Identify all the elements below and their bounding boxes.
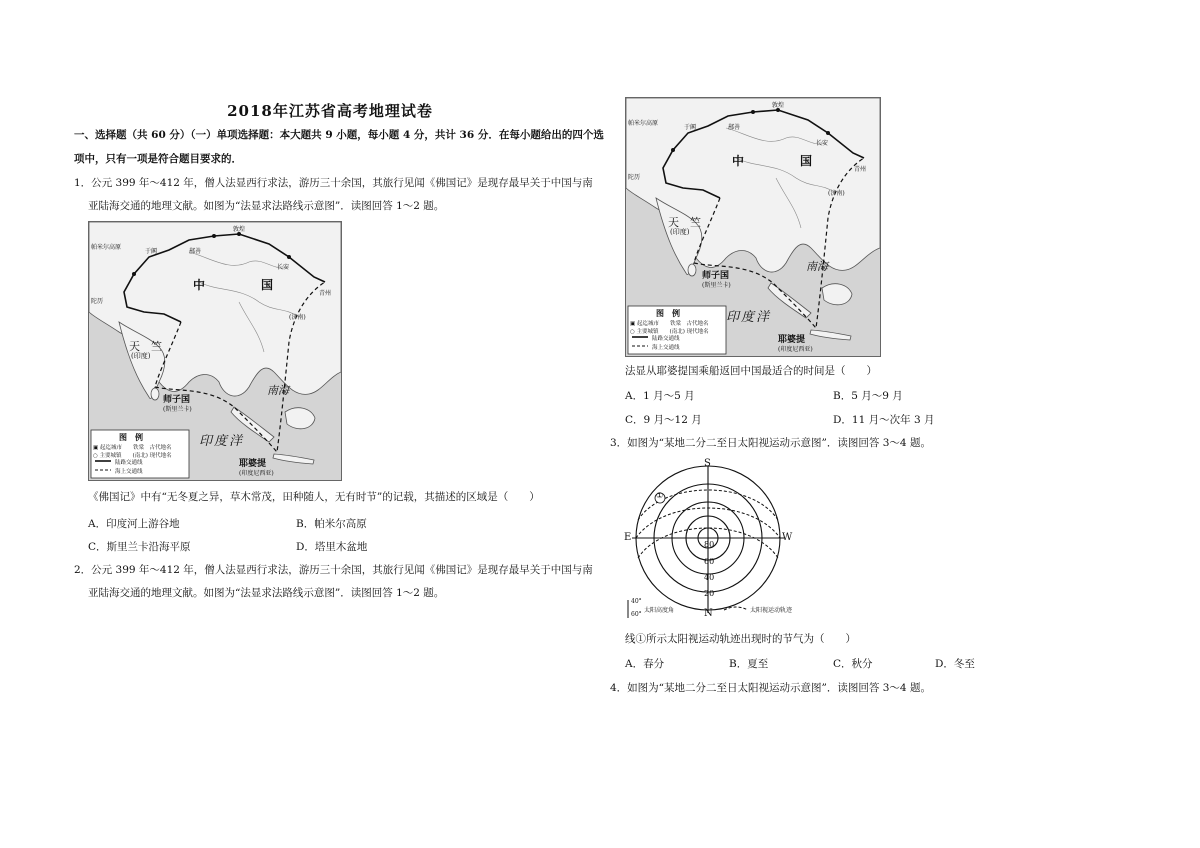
q2-intro-line2: 亚陆海交通的地理文献。如图为“法显求法路线示意图”．读图回答 1～2 题。: [88, 587, 445, 599]
map-label-yepoti-sub: (印度尼西亚): [239, 470, 274, 477]
line-1-mark: ①: [656, 491, 664, 500]
map-label-duole: 陀历: [91, 298, 104, 305]
map2-label-yepoti-sub: (印度尼西亚): [778, 346, 813, 353]
legend-angle-top: 40°: [631, 598, 642, 605]
q2-stem: 法显从耶婆提国乘船返回中国最适合的时间是（ ）: [625, 365, 877, 377]
q1-intro-line2: 亚陆海交通的地理文献。如图为“法显求法路线示意图”．读图回答 1～2 题。: [88, 200, 445, 212]
q3-intro: 3．如图为“某地二分二至日太阳视运动示意图”．读图回答 3～4 题。: [610, 437, 931, 449]
map-label-tianzhu: 天 竺: [129, 340, 162, 353]
q1-option-c[interactable]: C．斯里兰卡沿海平原: [88, 541, 191, 553]
dir-e-label: E: [624, 532, 632, 543]
map2-label-changan: 长安: [816, 140, 829, 147]
q1-option-d[interactable]: D．塔里木盆地: [296, 541, 368, 553]
map-label-yepoti: 耶婆提: [239, 459, 267, 469]
map2-label-tianzhu-sub: (印度): [670, 228, 690, 236]
section-header-line1: 一、选择题（共 60 分）（一）单项选择题：本大题共 9 小题，每小题 4 分，共计 36 分．在每小题给出的四个选: [74, 129, 604, 141]
map2-label-guo: 国: [800, 154, 813, 168]
map-label-yutian: 于阗: [145, 248, 158, 255]
q3-stem: 线①所示太阳视运动轨迹出现时的节气为（ ）: [625, 633, 856, 645]
legend-track-label: 太阳视运动轨迹: [750, 607, 793, 614]
map2-label-dunhuang: 敦煌: [772, 102, 785, 109]
q2-option-d[interactable]: D．11 月～次年 3 月: [833, 414, 935, 426]
map2-label-zhong: 中: [732, 154, 745, 168]
q3-option-b[interactable]: B．夏至: [729, 658, 769, 670]
map-label-qingzhou: 青州: [319, 290, 332, 297]
map2-label-yutian: 于阗: [684, 124, 697, 131]
map-label-dunhuang: 敦煌: [233, 226, 246, 233]
altitude-40-label: 40: [704, 573, 715, 582]
faxian-route-map-right: [625, 97, 881, 357]
map2-legend-title: 图 例: [656, 308, 680, 318]
map2-label-pamir: 帕米尔高原: [628, 120, 659, 127]
altitude-80-label: 80: [704, 540, 715, 549]
q3-option-d[interactable]: D．冬至: [935, 658, 975, 670]
map-legend-title: 图 例: [119, 432, 143, 442]
altitude-60-label: 60: [704, 557, 715, 566]
legend-altitude-label: 太阳高度角: [644, 607, 675, 614]
sun-path-diagram: [624, 458, 820, 622]
map-legend-row2: ○ 主要城镇 (南北) 现代地名: [93, 453, 172, 459]
q3-option-a[interactable]: A．春分: [625, 658, 665, 670]
map-label-guo: 国: [261, 278, 274, 292]
map-label-shiziguo: 师子国: [163, 395, 191, 405]
q1-stem: 《佛国记》中有“无冬夏之异，草木常茂，田种随人，无有时节”的记载，其描述的区域是（ ）: [88, 491, 540, 503]
map-label-zhong: 中: [193, 278, 206, 292]
q1-option-b[interactable]: B．帕米尔高原: [296, 518, 367, 530]
map-label-shiziguo-sub: (斯里兰卡): [163, 406, 192, 413]
altitude-20-label: 20: [704, 589, 715, 598]
map2-label-nanhai: 南海: [806, 260, 828, 273]
dir-w-label: W: [782, 532, 793, 543]
map2-label-duole: 陀历: [628, 174, 641, 181]
map-legend-row1: ▣ 起迄城市 铁棠 古代地名: [93, 445, 172, 451]
q2-option-c[interactable]: C．9 月～12 月: [625, 414, 702, 426]
dir-s-label: S: [704, 458, 711, 469]
q3-option-c[interactable]: C．秋分: [833, 658, 873, 670]
map2-legend-row4: 海上交通线: [652, 345, 680, 351]
section-header-line2: 项中，只有一项是符合题目要求的．: [74, 153, 242, 165]
map-label-jinan: (济南): [289, 314, 306, 321]
map-label-changan: 长安: [277, 264, 290, 271]
page-title: 2018年江苏省高考地理试卷: [227, 102, 433, 120]
map-label-shanshan: 鄯善: [189, 248, 202, 255]
map2-label-yepoti: 耶婆提: [778, 335, 806, 345]
map2-label-shiziguo-sub: (斯里兰卡): [702, 282, 731, 289]
map2-legend-row3: 陆路交通线: [652, 336, 680, 342]
q1-option-a[interactable]: A．印度河上游谷地: [88, 518, 180, 530]
map2-label-shiziguo: 师子国: [702, 271, 730, 281]
map2-label-shanshan: 鄯善: [728, 124, 741, 131]
map-legend-row4: 海上交通线: [115, 469, 143, 475]
map-legend-row3: 陆路交通线: [115, 460, 143, 466]
q2-option-a[interactable]: A．1 月～5 月: [625, 390, 695, 402]
q4-intro: 4．如图为“某地二分二至日太阳视运动示意图”．读图回答 3～4 题。: [610, 682, 931, 694]
faxian-route-map-left: [88, 221, 342, 481]
map-label-pamir: 帕米尔高原: [91, 244, 122, 251]
map-label-indian-ocean: 印度洋: [199, 434, 245, 449]
map2-label-tianzhu: 天 竺: [668, 216, 701, 229]
q2-intro-line1: 2．公元 399 年～412 年，僧人法显西行求法，游历三十余国，其旅行见闻《佛国记》是现存最早关于中国与南: [74, 564, 593, 576]
map2-label-qingzhou: 青州: [854, 166, 867, 173]
dir-n-label: N: [704, 608, 713, 619]
map2-label-indian-ocean: 印度洋: [726, 310, 772, 325]
map-label-tianzhu-sub: (印度): [131, 352, 151, 360]
map2-legend-row1: ▣ 起迄城市 铁棠 古代地名: [630, 321, 709, 327]
map-label-nanhai: 南海: [267, 384, 289, 397]
legend-angle-bottom: 60°: [631, 611, 642, 618]
map2-label-jinan: (济南): [828, 190, 845, 197]
q2-option-b[interactable]: B．5 月～9 月: [833, 390, 903, 402]
map2-legend-row2: ○ 主要城镇 (南北) 现代地名: [630, 329, 709, 335]
q1-intro-line1: 1．公元 399 年～412 年，僧人法显西行求法，游历三十余国，其旅行见闻《佛国记》是现存最早关于中国与南: [74, 177, 593, 189]
